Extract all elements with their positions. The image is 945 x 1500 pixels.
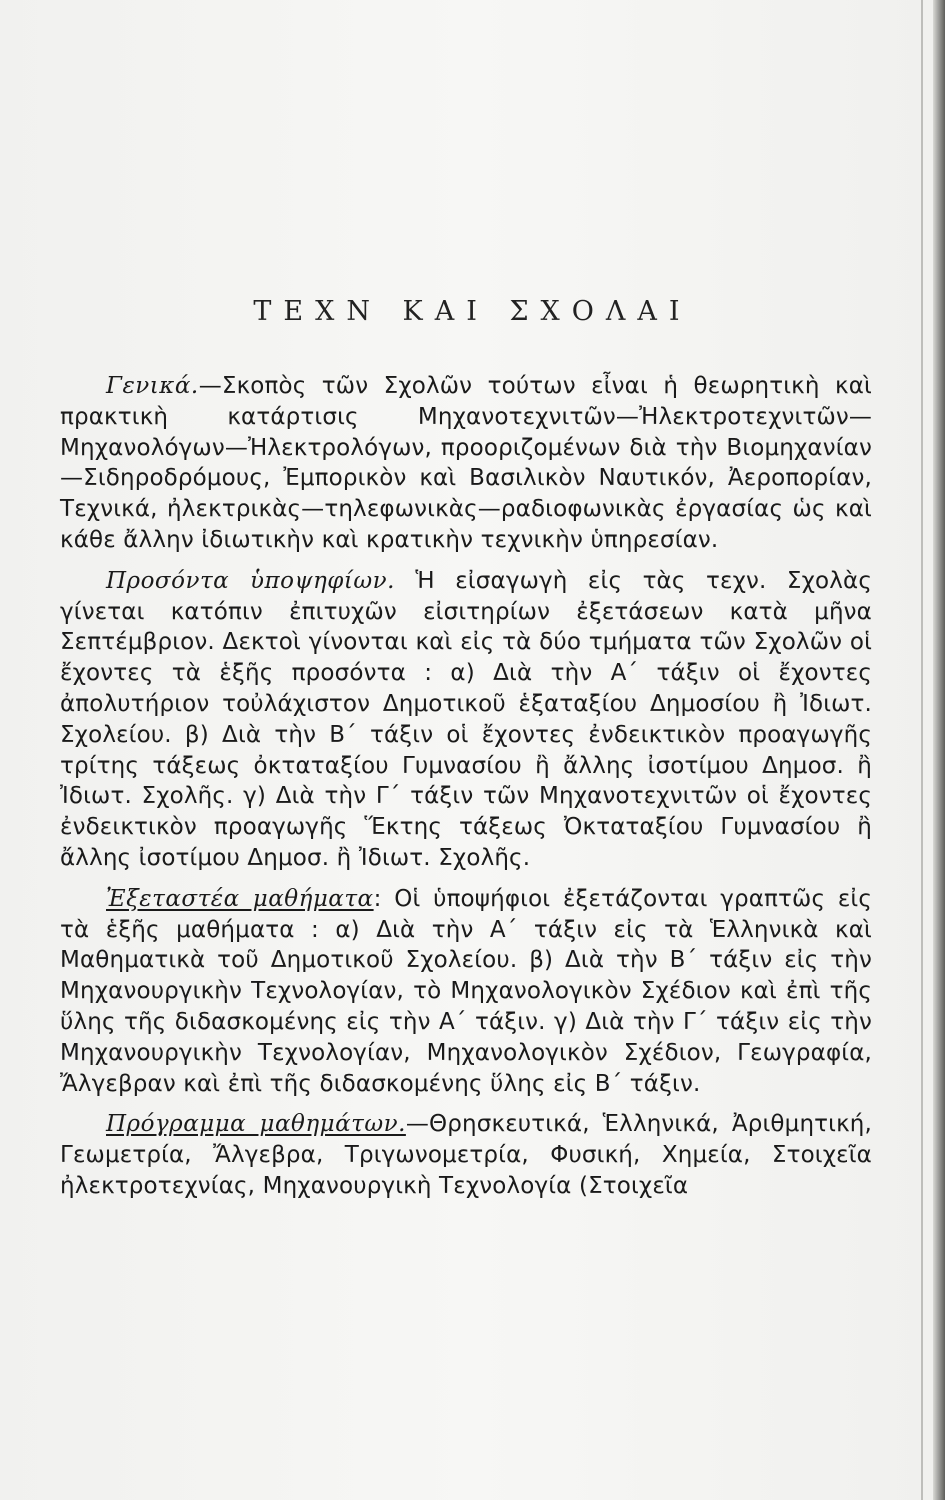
paragraph-course-program bbox=[60, 1109, 872, 1201]
paragraph-text: : Οἱ ὑποψήφιοι ἐξετάζονται γραπτῶς εἰς τὰ ἑξῆς μαθήματα : α) Διὰ τὴν Α΄ τάξιν εἰς τὰ Ἑλληνικὰ καὶ Μαθηματικὰ τοῦ Δημοτικοῦ Σχολείου. β) Διὰ τὴν Β΄ τάξιν εἰς τὴν Μηχανουργικὴν Τεχνολογίαν, τὸ Μηχανολογικὸν Σχέδιον καὶ ἐπὶ τῆς ὕλης τῆς διδασκομένης εἰς τὴν Α΄ τάξιν. γ) Διὰ τὴν Γ΄ τάξιν εἰς τὴν Μηχανουργικὴν Τεχνολογίαν, Μηχανολογικὸν Σχέδιον, Γεωγραφία, Ἄλγεβραν καὶ ἐπὶ τῆς διδασκομένης ὕλης εἰς Β΄ τάξιν. bbox=[60, 885, 872, 1097]
paragraph-exam-subjects bbox=[60, 884, 872, 1100]
paragraph-lead: Γενικά. bbox=[106, 373, 199, 399]
paragraph-text: —Θρησκευτικά, Ἑλληνικά, Ἀριθμητική, Γεωμετρία, Ἄλγεβρα, Τριγωνομετρία, Φυσική, Χημεία, Στοιχεῖα ἠλεκτροτεχνίας, Μηχανουργικὴ Τεχνολογία (Στοιχεῖα bbox=[60, 1111, 872, 1199]
page-edge-shadow bbox=[933, 0, 945, 1500]
page-title: ΤΕΧΝ ΚΑΙ ΣΧΟΛΑΙ bbox=[253, 296, 692, 327]
paragraph-lead: Ἐξεταστέα μαθήματα bbox=[106, 885, 374, 912]
page-edge-line bbox=[921, 0, 923, 1500]
paragraph-candidate-qualifications bbox=[60, 566, 872, 874]
document-body bbox=[60, 371, 872, 1212]
paragraph-lead: Προσόντα ὑποψηφίων. bbox=[106, 567, 395, 594]
paragraph-text: —Σκοπὸς τῶν Σχολῶν τούτων εἶναι ἡ θεωρητικὴ καὶ πρακτικὴ κατάρτισις Μηχανοτεχνιτῶν—Ἠλεκτροτεχνιτῶν—Μηχανολόγων—Ἠλεκτρολόγων, προοριζομένων διὰ τὴν Βιομηχανίαν—Σιδηροδρόμους, Ἐμπορικὸν καὶ Βασιλικὸν Ναυτικόν, Ἀεροπορίαν, Τεχνικά, ἠλεκτρικὰς—τηλεφωνικὰς—ραδιοφωνικὰς ἐργασίας ὡς καὶ κάθε ἄλλην ἰδιωτικὴν καὶ κρατικὴν τεχνικὴν ὑπηρεσίαν. bbox=[60, 373, 872, 553]
paragraph-text: Ἡ εἰσαγωγὴ εἰς τὰς τεχν. Σχολὰς γίνεται κατόπιν ἐπιτυχῶν εἰσιτηρίων ἐξετάσεων κατὰ μῆνα Σεπτέμβριον. Δεκτοὶ γίνονται καὶ εἰς τὰ δύο τμήματα τῶν Σχολῶν οἱ ἔχοντες τὰ ἑξῆς προσόντα : α) Διὰ τὴν Α΄ τάξιν οἱ ἔχοντες ἀπολυτήριον τοὐλάχιστον Δημοτικοῦ ἑξαταξίου Δημοσίου ἢ Ἰδιωτ. Σχολείου. β) Διὰ τὴν Β΄ τάξιν οἱ ἔχοντες ἐνδεικτικὸν προαγωγῆς τρίτης τάξεως ὀκταταξίου Γυμνασίου ἢ ἄλλης ἰσοτίμου Δημοσ. ἢ Ἰδιωτ. Σχολῆς. γ) Διὰ τὴν Γ΄ τάξιν τῶν Μηχανοτεχνιτῶν οἱ ἔχοντες ἐνδεικτικὸν προαγωγῆς Ἕκτης τάξεως Ὀκταταξίου Γυμνασίου ἢ ἄλλης ἰσοτίμου Δημοσ. ἢ Ἰδιωτ. Σχολῆς. bbox=[60, 567, 872, 871]
paragraph-general bbox=[60, 371, 872, 556]
paragraph-lead: Πρόγραμμα μαθημάτων. bbox=[106, 1111, 406, 1138]
